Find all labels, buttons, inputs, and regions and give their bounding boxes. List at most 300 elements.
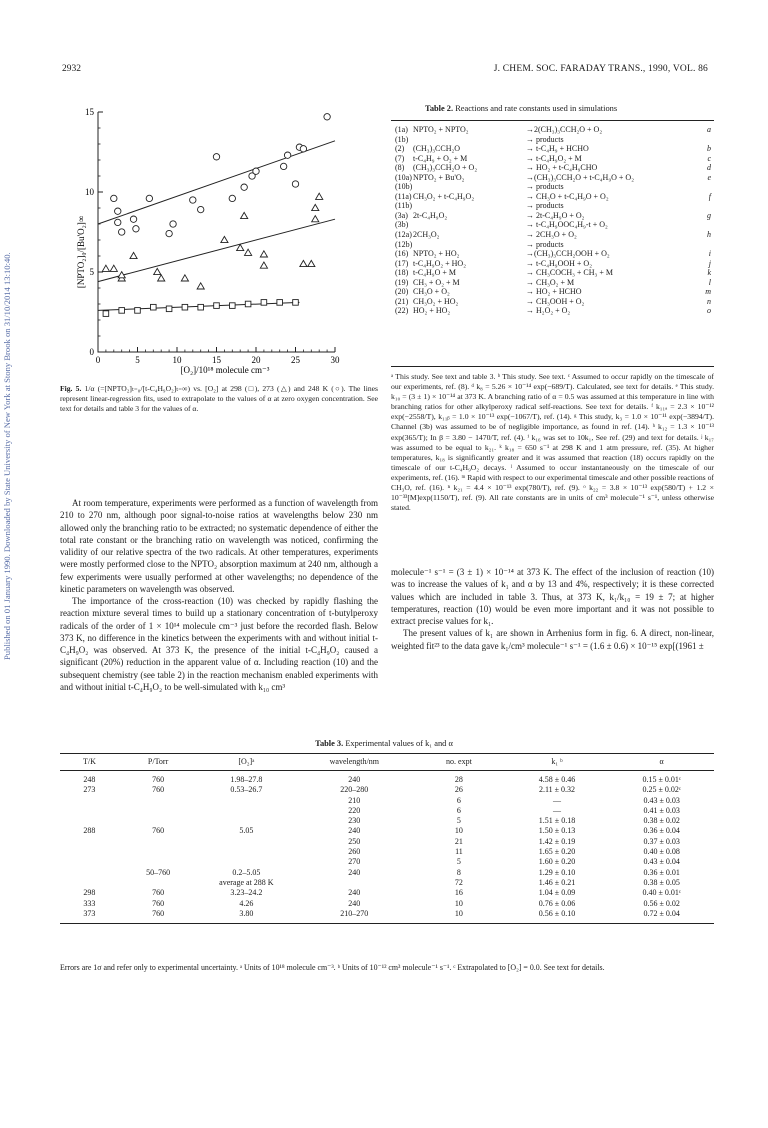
x-tick-label: 10 <box>172 355 182 365</box>
table-cell <box>119 878 197 888</box>
reaction-note <box>703 135 711 145</box>
reaction-row <box>391 259 714 269</box>
reaction-note: b <box>707 144 711 154</box>
table-row <box>60 847 714 857</box>
table-cell: 0.56 ± 0.02 <box>643 898 680 908</box>
data-point-circle <box>241 184 247 190</box>
reaction-reactants: (CH₃)₃CCH₂O <box>413 144 461 154</box>
data-point-square <box>103 311 109 317</box>
reaction-id: (18) <box>395 268 409 278</box>
table-cell: 373 <box>83 908 96 918</box>
data-point-circle <box>170 221 176 227</box>
table-cell <box>197 796 295 806</box>
data-point-square <box>166 306 172 312</box>
reaction-products: → products <box>526 239 564 249</box>
table-cell: 0.72 ± 0.04 <box>643 908 680 918</box>
table-cell: 240 <box>348 867 361 877</box>
reaction-reactants: 2t-C₄H₉O₂ <box>413 210 448 220</box>
reaction-id: (17) <box>395 258 409 268</box>
x-tick-label: 25 <box>291 355 300 365</box>
reaction-note: j <box>708 258 711 268</box>
reaction-row <box>391 182 714 192</box>
data-point-triangle <box>110 265 117 271</box>
data-point-triangle <box>158 275 165 281</box>
reaction-reactants: CH₃O₂ + t-C₄H₉O₂ <box>413 191 475 201</box>
table-row <box>60 826 714 836</box>
table-cell: 210–270 <box>340 908 369 918</box>
reaction-reactants: 2CH₃O₂ <box>413 230 440 240</box>
table-cell: 250 <box>348 836 361 846</box>
table-cell <box>119 847 197 857</box>
y-tick-label: 15 <box>85 107 94 117</box>
reaction-products: →(CH₃)₃CCH₂O + t-C₄H₉O + O₂ <box>526 172 634 182</box>
column-header: wavelength/nm <box>295 754 413 771</box>
reaction-note: i <box>708 249 711 259</box>
table-cell <box>119 857 197 867</box>
reaction-products: → products <box>526 201 564 211</box>
table-cell: 3.23–24.2 <box>230 888 263 898</box>
table-cell: 2.11 ± 0.32 <box>538 785 576 795</box>
data-point-square <box>245 301 251 307</box>
reaction-id: (3b) <box>395 220 409 230</box>
data-point-circle <box>300 146 306 152</box>
table-cell: 240 <box>348 898 361 908</box>
table-row <box>60 806 714 816</box>
table2-title-label: Table 2. <box>425 104 454 113</box>
table-cell <box>119 796 197 806</box>
reaction-note: h <box>707 230 711 240</box>
reaction-id: (21) <box>395 296 409 306</box>
reaction-products: → CH₃O₂ + M <box>526 277 575 287</box>
table-cell: 5 <box>456 816 461 826</box>
table-cell: 1.42 ± 0.19 <box>538 836 576 846</box>
reaction-note: d <box>707 163 711 173</box>
data-point-triangle <box>197 283 204 289</box>
table-cell: 0.25 ± 0.02ᶜ <box>642 785 681 795</box>
reaction-note: l <box>708 277 711 287</box>
reaction-id: (12a) <box>395 230 412 240</box>
table-cell: 5.05 <box>239 826 254 836</box>
table-cell: 5 <box>456 857 461 867</box>
reaction-reactants: CH₃O + O₂ <box>413 287 450 297</box>
y-tick-label: 0 <box>89 347 94 357</box>
reaction-products: → products <box>526 182 564 192</box>
table-cell: 273 <box>83 785 96 795</box>
table-cell <box>60 847 119 857</box>
table-cell <box>60 878 119 888</box>
reaction-row <box>391 211 714 221</box>
table-cell: 760 <box>152 785 165 795</box>
table-cell: 8 <box>456 867 461 877</box>
y-axis-label: [NPTO₂]₀/[Bu'O₂]∞ <box>76 215 86 289</box>
reaction-reactants: NPTO₂ + NPTO₂ <box>413 125 469 134</box>
reaction-note: g <box>707 210 711 220</box>
reaction-reactants: NPTO₂ + Bu'O₂ <box>413 172 465 182</box>
table-cell: 1.98–27.8 <box>230 775 263 784</box>
data-point-circle <box>280 163 286 169</box>
reaction-id: (7) <box>395 153 405 163</box>
reaction-reactants <box>413 240 526 250</box>
reaction-row <box>391 287 714 297</box>
column-header: no. expt <box>413 754 505 771</box>
table-cell: 260 <box>348 847 361 857</box>
reaction-reactants: t-C₄H₉O₂ + HO₂ <box>413 258 466 268</box>
table-cell <box>60 816 119 826</box>
table-cell: 248 <box>83 775 96 784</box>
reaction-products: → CH₃O + t-C₄H₉O + O₂ <box>526 191 609 201</box>
table-cell: 4.26 <box>239 898 254 908</box>
table-2-reactions <box>391 120 714 367</box>
reaction-id: (1b) <box>395 134 409 144</box>
table-cell: 220 <box>348 805 361 815</box>
reaction-id: (12b) <box>395 239 413 249</box>
data-point-square <box>119 308 125 314</box>
data-point-circle <box>115 208 121 214</box>
table-cell: 298 <box>83 888 96 898</box>
table-cell: 1.50 ± 0.13 <box>538 826 576 836</box>
reaction-row <box>391 154 714 164</box>
paragraph: molecule⁻¹ s⁻¹ = (3 ± 1) × 10⁻¹⁴ at 373 K. The effect of the inclusion of reaction (10) was to increase the values of k₁ and α by 13 and 4%, respectively; it is these corrected values which are included in table 3. Thus, at 373 K, k₁/k₁₀ = 19 ± 7; at higher temperatures, reaction (10) would be even more important and it was not possible to extract precise values for k₁. <box>391 567 714 626</box>
table-cell: 760 <box>152 775 165 784</box>
data-point-triangle <box>241 212 248 218</box>
reaction-products: → CH₃COCH₃ + CH₃ + M <box>526 268 613 278</box>
table-cell: 0.40 ± 0.01ᶜ <box>642 888 681 898</box>
table-cell <box>197 837 295 847</box>
table-cell <box>60 837 119 847</box>
data-point-triangle <box>221 236 228 242</box>
download-stamp-text: Published on 01 January 1990. Downloaded by State University of New York at Stony Brook on 31/10/2014 13:10:40. <box>2 252 12 660</box>
table3-title-label: Table 3. <box>315 739 344 748</box>
table-cell: 1.51 ± 0.18 <box>538 816 576 826</box>
table-row <box>60 899 714 909</box>
paragraph: The present values of k₁ are shown in Arrhenius form in fig. 6. A direct, non-linear, weighted fit²³ to the data gave k₁/cm³ molecule⁻¹ s⁻¹ = (1.6 ± 0.6) × 10⁻¹⁵ exp[(1961 ± <box>391 628 714 651</box>
table-2-footnotes: ᵃ This study. See text and table 3. ᵇ This study. See text. ᶜ Assumed to occur rapidly on the timescale of our experiments, ref. (8). ᵈ k₈ = 5.26 × 10⁻¹⁴ exp(−689/T). Calculated, see text for details. ᵉ This study. k₁₀ = (3 ± 1) × 10⁻¹⁴ at 373 K. A branching ratio of α = 0.5 was assumed at this temperature in line with branching ratios for other alkylperoxy radical self-reactions. See text for details. ᶠ k₁₁ₐ = 2.3 × 10⁻¹² exp(−2558/T), k₁₁ᵦ = 1.0 × 10⁻¹³ exp(−1067/T), ref. (14). ᵍ This study, k₃ = 1.0 × 10⁻¹¹ exp(−3894/T). Channel (3b) was assumed to be of negligible importance, as found in ref. (14). ʰ k₁₂ = 1.3 × 10⁻¹³ exp(365/T); In β = 3.80 − 1470/T, ref. (4). ⁱ k₁₆ was set to 10k₁, See ref. (29) and text for details. ʲ k₁₇ was assumed to be equal to k₂₁. ᵏ k₁₈ = 650 s⁻¹ at 298 K and 1 atm pressure, ref. (35). At higher temperatures, k₁₈ is significantly greater and it was assumed that reaction (18) occurs rapidly on the timescale of our t-C₄H₉O₂ decays. ˡ Assumed to occur instantaneously on the timescale of our experiments, ref. (16). ᵐ Rapid with respect to our experimental timescale and other possible reactions of CH₃O, ref. (16). ⁿ k₂₁ = 4.4 × 10⁻¹³ exp(780/T), ref. (9). ᵒ k₂₂ = 3.8 × 10⁻¹³ exp(580/T) + 1.2 × 10⁻³³[M]exp(1150/T), ref. (9). All rate constants are in units of cm³ molecule⁻¹ s⁻¹, unless otherwise stated. <box>391 372 714 513</box>
table-cell <box>60 806 119 816</box>
x-tick-label: 0 <box>95 355 101 365</box>
data-point-circle <box>190 197 196 203</box>
reaction-id: (3a) <box>395 210 408 220</box>
table-cell: 0.40 ± 0.08 <box>643 847 680 857</box>
table-cell: 1.60 ± 0.20 <box>538 857 576 867</box>
data-point-circle <box>119 229 125 235</box>
data-point-triangle <box>130 252 137 258</box>
table-cell: 10 <box>454 826 463 836</box>
data-point-triangle <box>102 265 109 271</box>
table-cell: 240 <box>348 826 361 836</box>
reaction-id: (16) <box>395 249 409 259</box>
table-cell: 4.58 ± 0.46 <box>538 775 576 784</box>
reaction-id: (19) <box>395 277 409 287</box>
table-cell: 10 <box>454 898 463 908</box>
fig5-caption-text: 1/α (=[NPTO₂]ₜ₌₀/[t-C₄H₉O₂]ₜ₌∞) vs. [O₂] at 298 (□), 273 (△) and 248 K (○). The lines represent linear-regression fits, used to extrapolate to the values of α at zero oxygen concentration. See text for details and table 3 for the values of α. <box>60 384 378 414</box>
reaction-id: (10a) <box>395 172 412 182</box>
reaction-note <box>703 182 711 192</box>
reaction-reactants <box>413 135 526 145</box>
table-cell: — <box>553 795 561 805</box>
reaction-row <box>391 306 714 316</box>
reaction-products: →2(CH₃)₃CCH₂O + O₂ <box>526 125 603 134</box>
data-point-triangle <box>181 275 188 281</box>
table-header-row <box>60 754 714 771</box>
table-cell <box>60 796 119 806</box>
table-cell: 0.43 ± 0.03 <box>643 795 680 805</box>
table-cell: 0.43 ± 0.04 <box>643 857 680 867</box>
table-cell: 0.36 ± 0.01 <box>643 867 680 877</box>
table-cell <box>197 857 295 867</box>
data-point-square <box>198 304 204 310</box>
table-cell: 760 <box>152 908 165 918</box>
reaction-reactants: t-C₄H₉ + O₂ + M <box>413 153 468 163</box>
reaction-products: → HO₂ + HCHO <box>526 287 582 297</box>
reaction-note: n <box>707 296 711 306</box>
data-point-triangle <box>260 251 267 257</box>
table-cell <box>60 857 119 867</box>
table-3-experimental-values <box>60 753 714 924</box>
data-point-circle <box>146 195 152 201</box>
reaction-reactants <box>413 182 526 192</box>
table-cell: 0.36 ± 0.04 <box>643 826 680 836</box>
reaction-row <box>391 240 714 250</box>
table-cell: — <box>553 805 561 815</box>
table-row <box>60 868 714 878</box>
table-cell: 760 <box>152 826 165 836</box>
table-cell: 240 <box>348 775 361 784</box>
reaction-note <box>703 220 711 230</box>
reaction-note: f <box>708 191 711 201</box>
reaction-reactants <box>413 220 526 230</box>
reaction-id: (1a) <box>395 125 408 134</box>
data-point-triangle <box>260 262 267 268</box>
data-point-circle <box>253 168 259 174</box>
reaction-products: → 2CH₃O + O₂ <box>526 230 577 240</box>
table-cell: 0.38 ± 0.02 <box>643 816 680 826</box>
table-cell <box>295 878 413 888</box>
reaction-note <box>703 201 711 211</box>
column-header: T/K <box>60 754 119 771</box>
reaction-products: → t-C₄H₉OOH + O₂ <box>526 258 592 268</box>
table-cell: 11 <box>455 847 463 857</box>
table-cell: 240 <box>348 888 361 898</box>
table-cell <box>197 847 295 857</box>
table-cell: 220–280 <box>340 785 369 795</box>
reaction-products: → HO₂ + t-C₄H₉CHO <box>526 163 598 173</box>
table-row <box>60 816 714 826</box>
table-cell: 0.76 ± 0.06 <box>538 898 576 908</box>
table-cell: 6 <box>456 795 461 805</box>
data-point-triangle <box>154 268 161 274</box>
reaction-row <box>391 230 714 240</box>
table-cell: 0.41 ± 0.03 <box>643 805 680 815</box>
table-row <box>60 909 714 923</box>
data-point-triangle <box>245 249 252 255</box>
table-cell: 760 <box>152 898 165 908</box>
reaction-row <box>391 173 714 183</box>
paragraph: The importance of the cross-reaction (10) was checked by rapidly flashing the reaction mixture several times to build up a stationary concentration of t-butylperoxy radicals of the order of 1 × 10¹⁴ molecule cm⁻³ just before the recorded flash. Below 373 K, no difference in the kinetics between the experiments with and without initial t-C₄H₉O₂ was observed. At 373 K, the presence of the initial t-C₄H₉O₂ caused a significant (20%) reduction in the apparent value of α. Including reaction (10) and the subsequent chemistry (see table 2) in the reaction mechanism enabled experiments with and without initial t-C₄H₉O₂ to be well-simulated with k₁₀ cm³ <box>60 596 378 692</box>
table-cell <box>119 837 197 847</box>
table-cell: 26 <box>454 785 463 795</box>
reaction-note <box>703 240 711 250</box>
reaction-products: → CH₃OOH + O₂ <box>526 296 585 306</box>
reaction-note: o <box>707 306 711 316</box>
reaction-note: a <box>707 125 711 134</box>
reaction-id: (11a) <box>395 191 412 201</box>
data-point-triangle <box>300 260 307 266</box>
data-point-square <box>214 303 220 309</box>
table-cell: 0.15 ± 0.01ᶜ <box>642 775 681 784</box>
reaction-note: e <box>707 172 711 182</box>
reaction-row <box>391 249 714 259</box>
reaction-row <box>391 278 714 288</box>
data-point-circle <box>133 226 139 232</box>
data-point-circle <box>198 206 204 212</box>
reaction-row <box>391 297 714 307</box>
reaction-row <box>391 220 714 230</box>
table-2-title <box>425 104 617 113</box>
table-cell: 0.56 ± 0.10 <box>538 908 576 918</box>
x-tick-label: 5 <box>135 355 140 365</box>
table-cell: 1.65 ± 0.20 <box>538 847 576 857</box>
table-cell: 210 <box>348 795 361 805</box>
download-stamp <box>2 0 16 1128</box>
table-cell <box>60 868 119 878</box>
reaction-id: (2) <box>395 144 405 154</box>
data-point-square <box>182 304 188 310</box>
reaction-row <box>391 201 714 211</box>
reaction-id: (10b) <box>395 182 413 192</box>
data-point-square <box>135 308 141 314</box>
x-axis-label: [O₂]/10¹⁸ molecule cm⁻³ <box>180 365 270 375</box>
data-point-triangle <box>312 204 319 210</box>
right-column-text <box>391 566 714 652</box>
data-point-circle <box>284 152 290 158</box>
y-tick-label: 5 <box>89 267 94 277</box>
table-cell: 10 <box>454 908 463 918</box>
table-row <box>60 857 714 867</box>
table-cell: 3.80 <box>239 908 254 918</box>
data-point-square <box>230 303 236 309</box>
paragraph: At room temperature, experiments were performed as a function of wavelength from 210 to 270 nm, although poor signal-to-noise ratios at wavelengths below 230 nm allowed only the branching ratio to be extracted; no systematic dependence of either the total rate constant or the branching ratio on wavelength was noticed, confirming the validity of our relative spectra of the two radicals. At other temperatures, experiments were mostly performed close to the NPTO₂ absorption maximum at 240 nm, although a few experiments were usually performed at other wavelengths; no dependence of the kinetic parameters on wavelength was observed. <box>60 498 378 594</box>
table-cell: 28 <box>454 775 463 784</box>
reaction-id: (20) <box>395 287 409 297</box>
reaction-reactants: HO₂ + HO₂ <box>413 306 451 316</box>
table-cell <box>197 806 295 816</box>
reaction-reactants <box>413 201 526 211</box>
reaction-products: →(CH₃)₃CCH₂OOH + O₂ <box>526 249 610 259</box>
reaction-row <box>391 192 714 202</box>
data-point-square <box>277 300 283 306</box>
table-cell: average at 288 K <box>219 877 274 887</box>
data-point-circle <box>115 219 121 225</box>
reaction-row <box>391 268 714 278</box>
fig5-caption-label: Fig. 5. <box>60 384 82 393</box>
reaction-products: → t-C₄H₉O₂ + M <box>526 153 582 163</box>
table-row <box>60 785 714 795</box>
reaction-id: (22) <box>395 306 409 316</box>
table-cell: 230 <box>348 816 361 826</box>
reaction-note: k <box>707 268 711 278</box>
column-header: P/Torr <box>119 754 197 771</box>
table-cell: 1.29 ± 0.10 <box>538 867 576 877</box>
reaction-products: → products <box>526 134 564 144</box>
table-3-footnote: Errors are 1σ and refer only to experimental uncertainty. ᵃ Units of 10¹⁸ molecule cm⁻³. ᵇ Units of 10⁻¹² cm³ molecule⁻¹ s⁻¹. ᶜ Extrapolated to [O₂] = 0.0. See text for details. <box>60 963 605 972</box>
data-point-circle <box>292 181 298 187</box>
data-point-circle <box>213 154 219 160</box>
data-point-triangle <box>308 260 315 266</box>
data-point-circle <box>130 216 136 222</box>
table2-title-text: Reactions and rate constants used in simulations <box>453 104 618 113</box>
reaction-row <box>391 125 714 135</box>
reaction-reactants: CH₃ + O₂ + M <box>413 277 460 287</box>
table-cell: 1.46 ± 0.21 <box>538 877 576 887</box>
x-tick-label: 30 <box>330 355 340 365</box>
table-cell: 21 <box>454 836 463 846</box>
reaction-products: → t-C₄H₉OOC₄H₉-t + O₂ <box>526 220 608 230</box>
data-point-triangle <box>316 193 323 199</box>
table-3-title <box>0 739 768 748</box>
table-cell: 72 <box>454 877 463 887</box>
reaction-reactants: CH₃O₂ + HO₂ <box>413 296 459 306</box>
reaction-products: → 2t-C₄H₉O + O₂ <box>526 210 585 220</box>
table-cell: 270 <box>348 857 361 867</box>
table-cell: 16 <box>454 888 463 898</box>
journal-header: J. CHEM. SOC. FARADAY TRANS., 1990, VOL. 86 <box>493 64 708 74</box>
column-header: α <box>609 754 714 771</box>
reaction-row <box>391 144 714 154</box>
table-cell: 0.37 ± 0.03 <box>643 836 680 846</box>
column-header: [O₂]ᵃ <box>197 754 295 771</box>
data-point-triangle <box>312 216 319 222</box>
table-cell: 0.38 ± 0.05 <box>643 877 680 887</box>
y-tick-label: 10 <box>85 187 94 197</box>
figure-5-caption <box>60 384 378 415</box>
data-point-square <box>261 300 267 306</box>
table-cell: 0.2–5.05 <box>232 867 261 877</box>
fig5-chart <box>58 104 363 379</box>
table-row <box>60 837 714 847</box>
reaction-reactants: t-C₄H₉O + M <box>413 268 456 278</box>
table-cell: 0.53–26.7 <box>230 785 263 795</box>
reaction-note: m <box>705 287 711 297</box>
reaction-row <box>391 163 714 173</box>
table-cell: 50–760 <box>146 867 171 877</box>
left-column-text <box>60 497 378 693</box>
table-cell: 288 <box>83 826 96 836</box>
data-point-circle <box>111 195 117 201</box>
table-row <box>60 878 714 888</box>
reaction-id: (11b) <box>395 201 413 211</box>
data-point-square <box>293 300 299 306</box>
table-row <box>60 888 714 898</box>
table-cell <box>197 816 295 826</box>
table-cell <box>119 816 197 826</box>
reaction-reactants: NPTO₂ + HO₂ <box>413 249 460 259</box>
table3-title-text: Experimental values of k₁ and α <box>343 739 453 748</box>
reaction-note: c <box>707 153 711 163</box>
data-point-circle <box>324 114 330 120</box>
page-number: 2932 <box>62 64 81 74</box>
table-cell: 333 <box>83 898 96 908</box>
reaction-id: (8) <box>395 163 405 173</box>
table-row <box>60 796 714 806</box>
figure-5 <box>58 104 363 379</box>
data-point-circle <box>166 230 172 236</box>
reaction-products: → t-C₄H₉ + HCHO <box>526 144 589 154</box>
x-tick-label: 15 <box>212 355 221 365</box>
data-point-square <box>151 304 157 310</box>
table-cell: 6 <box>456 805 461 815</box>
table-row <box>60 771 714 786</box>
table-cell: 1.04 ± 0.09 <box>538 888 576 898</box>
